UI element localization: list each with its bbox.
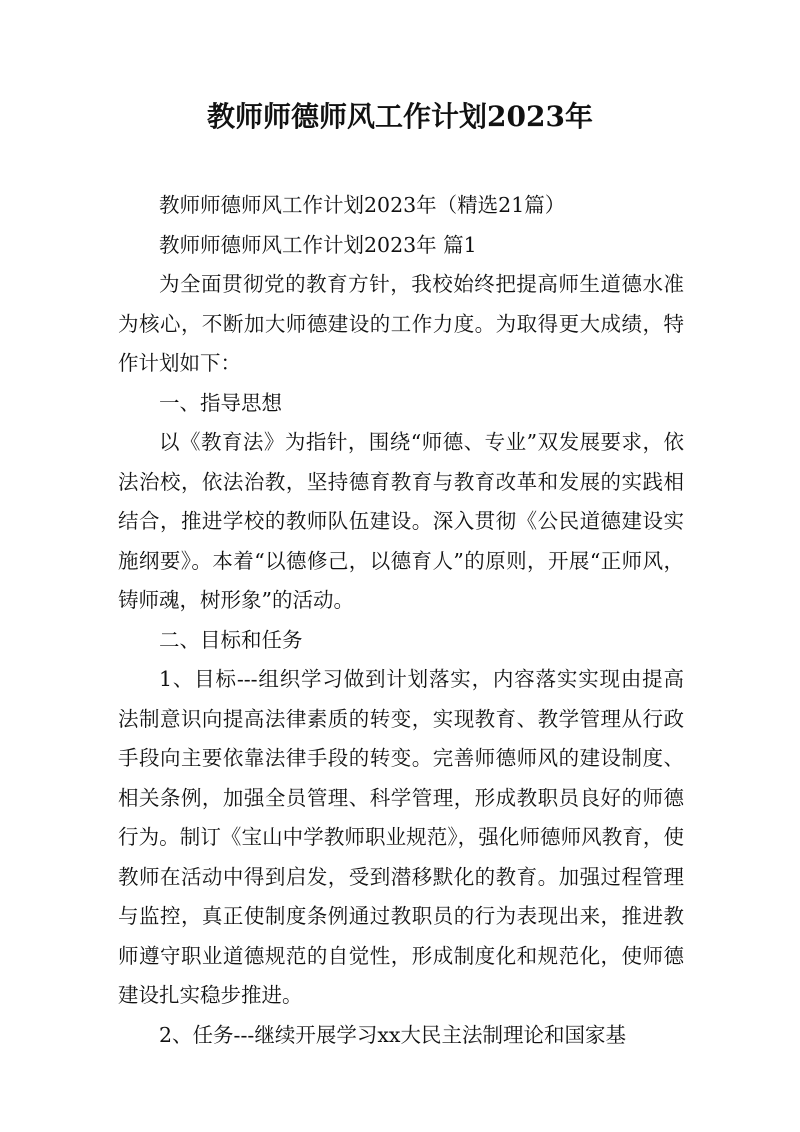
document-body bbox=[118, 186, 684, 1055]
paragraph-intro: 为全面贯彻党的教育方针，我校始终把提高师生道德水准为核心，不断加大师德建设的工作力度。为取得更大成绩，特作计划如下： bbox=[118, 272, 684, 375]
document-title: 教师师德师风工作计划2023年 bbox=[207, 100, 593, 133]
heading-goals-and-tasks: 二、目标和任务 bbox=[159, 627, 303, 652]
heading-guiding-ideology: 一、指导思想 bbox=[159, 390, 282, 415]
paragraph-guiding-ideology: 以《教育法》为指针，围绕“师德、专业”双发展要求，依法治校，依法治教，坚持德育教育与教育改革和发展的实践相结合，推进学校的教师队伍建设。深入贯彻《公民道德建设实施纲要》。本着“以德修己，以德育人”的原则，开展“正师风，铸师魂，树形象”的活动。 bbox=[118, 430, 684, 612]
paragraph-subtitle: 教师师德师风工作计划2023年（精选21篇） bbox=[159, 193, 566, 217]
paragraph-goals: 1、目标---组织学习做到计划落实，内容落实实现由提高法制意识向提高法律素质的转变，实现教育、教学管理从行政手段向主要依靠法律手段的转变。完善师德师风的建设制度、相关条例，加强全员管理、科学管理，形成教职员良好的师德行为。制订《宝山中学教师职业规范》，强化师德师风教育，使教师在活动中得到启发，受到潜移默化的教育。加强过程管理与监控，真正使制度条例通过教职员的行为表现出来，推进教师遵守职业道德规范的自觉性，形成制度化和规范化，使师德建设扎实稳步推进。 bbox=[118, 667, 684, 1007]
paragraph-section-heading: 教师师德师风工作计划2023年 篇1 bbox=[159, 232, 477, 257]
paragraph-tasks: 2、任务---继续开展学习xx大民主法制理论和国家基 bbox=[159, 1022, 626, 1047]
